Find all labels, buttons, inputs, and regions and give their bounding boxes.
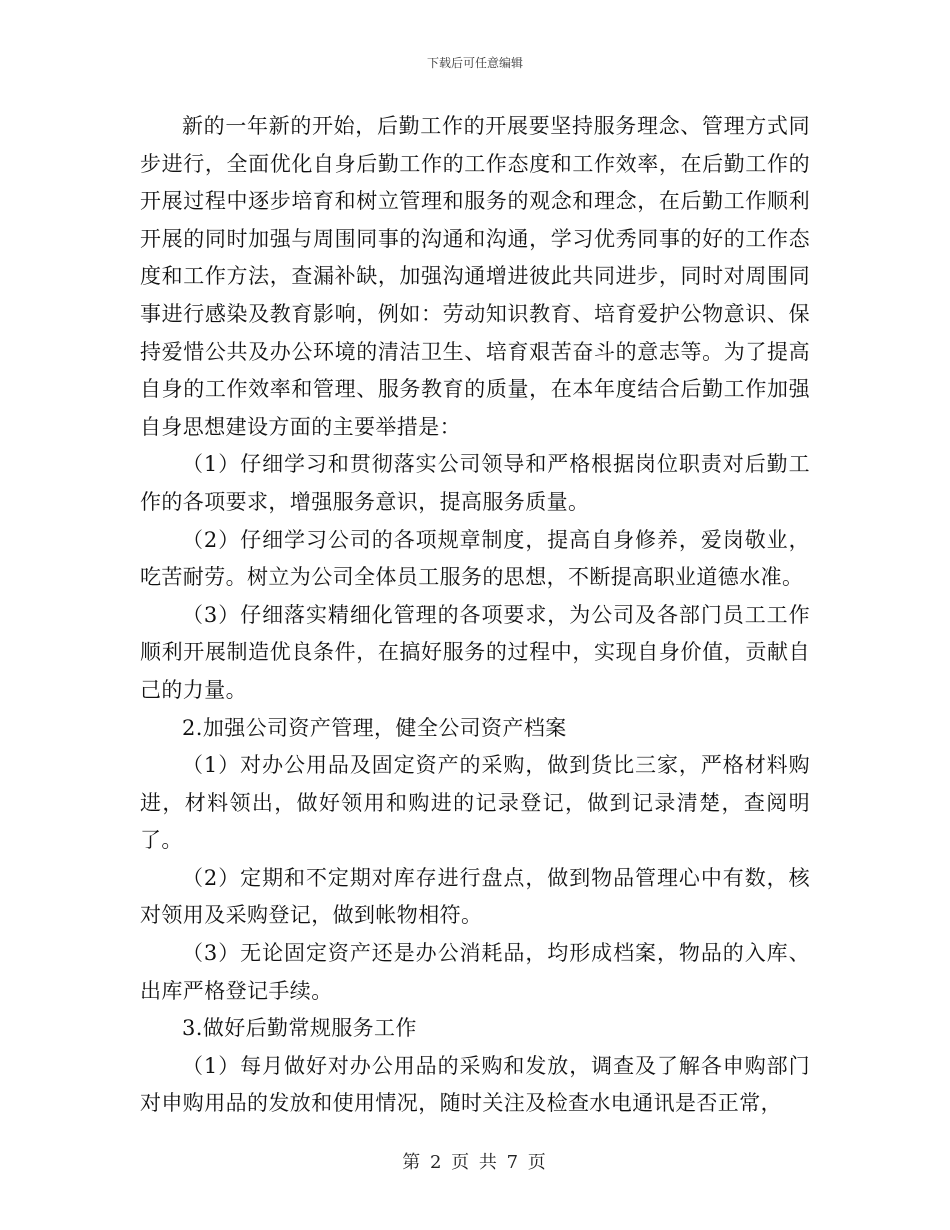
paragraph-intro: 新的一年新的开始，后勤工作的开展要坚持服务理念、管理方式同步进行，全面优化自身后勤工作的工作态度和工作效率，在后勤工作的开展过程中逐步培育和树立管理和服务的观念和理念，在后勤工作顺利开展的同时加强与周围同事的沟通和沟通，学习优秀同事的好的工作态度和工作方法，查漏补缺，加强沟通增进彼此共同进步，同时对周围同事进行感染及教育影响，例如：劳动知识教育、培育爱护公物意识、保持爱惜公共及办公环境的清洁卫生、培育艰苦奋斗的意志等。为了提高自身的工作效率和管理、服务教育的质量，在本年度结合后勤工作加强自身思想建设方面的主要举措是： bbox=[140, 114, 810, 439]
paragraph-item-3-1: （1）每月做好对办公用品的采购和发放，调查及了解各申购部门对申购用品的发放和使用情况，随时关注及检查水电通讯是否正常， bbox=[140, 1053, 810, 1116]
paragraph-item-1-2: （2）仔细学习公司的各项规章制度，提高自身修养，爱岗敬业，吃苦耐劳。树立为公司全体员工服务的思想，不断提高职业道德水准。 bbox=[140, 527, 810, 590]
document-body bbox=[140, 108, 810, 1123]
paragraph-item-1-1: （1）仔细学习和贯彻落实公司领导和严格根据岗位职责对后勤工作的各项要求，增强服务意识，提高服务质量。 bbox=[140, 452, 810, 514]
paragraph-item-1-3: （3）仔细落实精细化管理的各项要求，为公司及各部门员工工作顺利开展制造优良条件，在搞好服务的过程中，实现自身价值，贡献自己的力量。 bbox=[140, 602, 810, 702]
paragraph-item-2-3: （3）无论固定资产还是办公消耗品，均形成档案，物品的入库、出库严格登记手续。 bbox=[140, 941, 810, 1003]
paragraph-item-2-1: （1）对办公用品及固定资产的采购，做到货比三家，严格材料购进，材料领出，做好领用和购进的记录登记，做到记录清楚，查阅明了。 bbox=[140, 753, 810, 853]
page-number: 第 2 页 共 7 页 bbox=[402, 1152, 548, 1173]
header-note: 下载后可任意编辑 bbox=[426, 56, 523, 70]
paragraph-item-2-2: （2）定期和不定期对库存进行盘点，做到物品管理心中有数，核对领用及采购登记，做到帐物相符。 bbox=[140, 865, 810, 928]
section-heading-2: 2.加强公司资产管理，健全公司资产档案 bbox=[182, 715, 567, 740]
section-heading-3: 3.做好后勤常规服务工作 bbox=[182, 1016, 417, 1041]
